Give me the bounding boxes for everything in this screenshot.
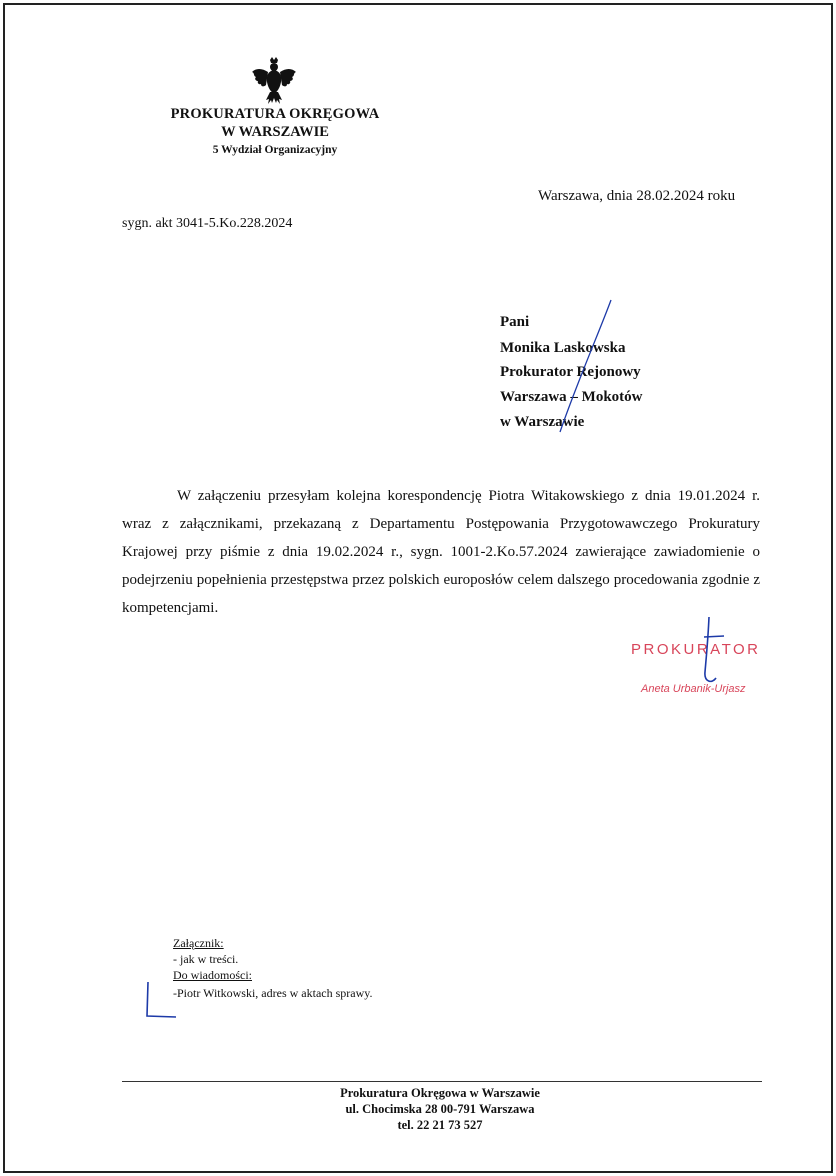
footer-phone: tel. 22 21 73 527: [397, 1118, 483, 1132]
footer-rule: [122, 1081, 762, 1082]
stamp-title: PROKURATOR: [631, 641, 761, 658]
department-name: 5 Wydział Organizacyjny: [212, 144, 338, 156]
recipient-salutation: Pani: [500, 314, 530, 330]
cc-label: Do wiadomości:: [173, 968, 252, 982]
footer-office: Prokuratura Okręgowa w Warszawie: [340, 1086, 540, 1100]
recipient-name: Monika Laskowska: [500, 340, 626, 356]
recipient-location: w Warszawie: [500, 414, 585, 430]
office-city: W WARSZAWIE: [221, 124, 329, 140]
recipient-unit: Warszawa – Mokotów: [500, 389, 643, 405]
office-name: PROKURATURA OKRĘGOWA: [170, 106, 380, 122]
enclosure-label: Załącznik:: [173, 936, 224, 950]
footer-address: ul. Chocimska 28 00-791 Warszawa: [345, 1102, 535, 1116]
case-reference: sygn. akt 3041-5.Ko.228.2024: [122, 216, 293, 231]
cc-item: -Piotr Witkowski, adres w aktach sprawy.: [173, 986, 373, 1000]
recipient-title: Prokurator Rejonowy: [500, 364, 641, 380]
polish-eagle-emblem-icon: [250, 56, 298, 108]
enclosure-item: - jak w treści.: [173, 952, 239, 966]
stamp-name: Aneta Urbanik-Urjasz: [641, 683, 746, 695]
date-line: Warszawa, dnia 28.02.2024 roku: [538, 188, 736, 204]
letter-body: W załączeniu przesyłam kolejna korespondencję Piotra Witakowskiego z dnia 19.01.2024 r. wraz z załącznikami, przekazaną z Departamentu Postępowania Przygotowawczego Prokuratury Krajowej przy piśmie z dnia 19.02.2024 r., sygn. 1001-2.Ko.57.2024 zawierające zawiadomienie o podejrzeniu popełnienia przestępstwa przez polskich europosłów celem dalszego procedowania zgodnie z kompetencjami.: [122, 488, 760, 616]
